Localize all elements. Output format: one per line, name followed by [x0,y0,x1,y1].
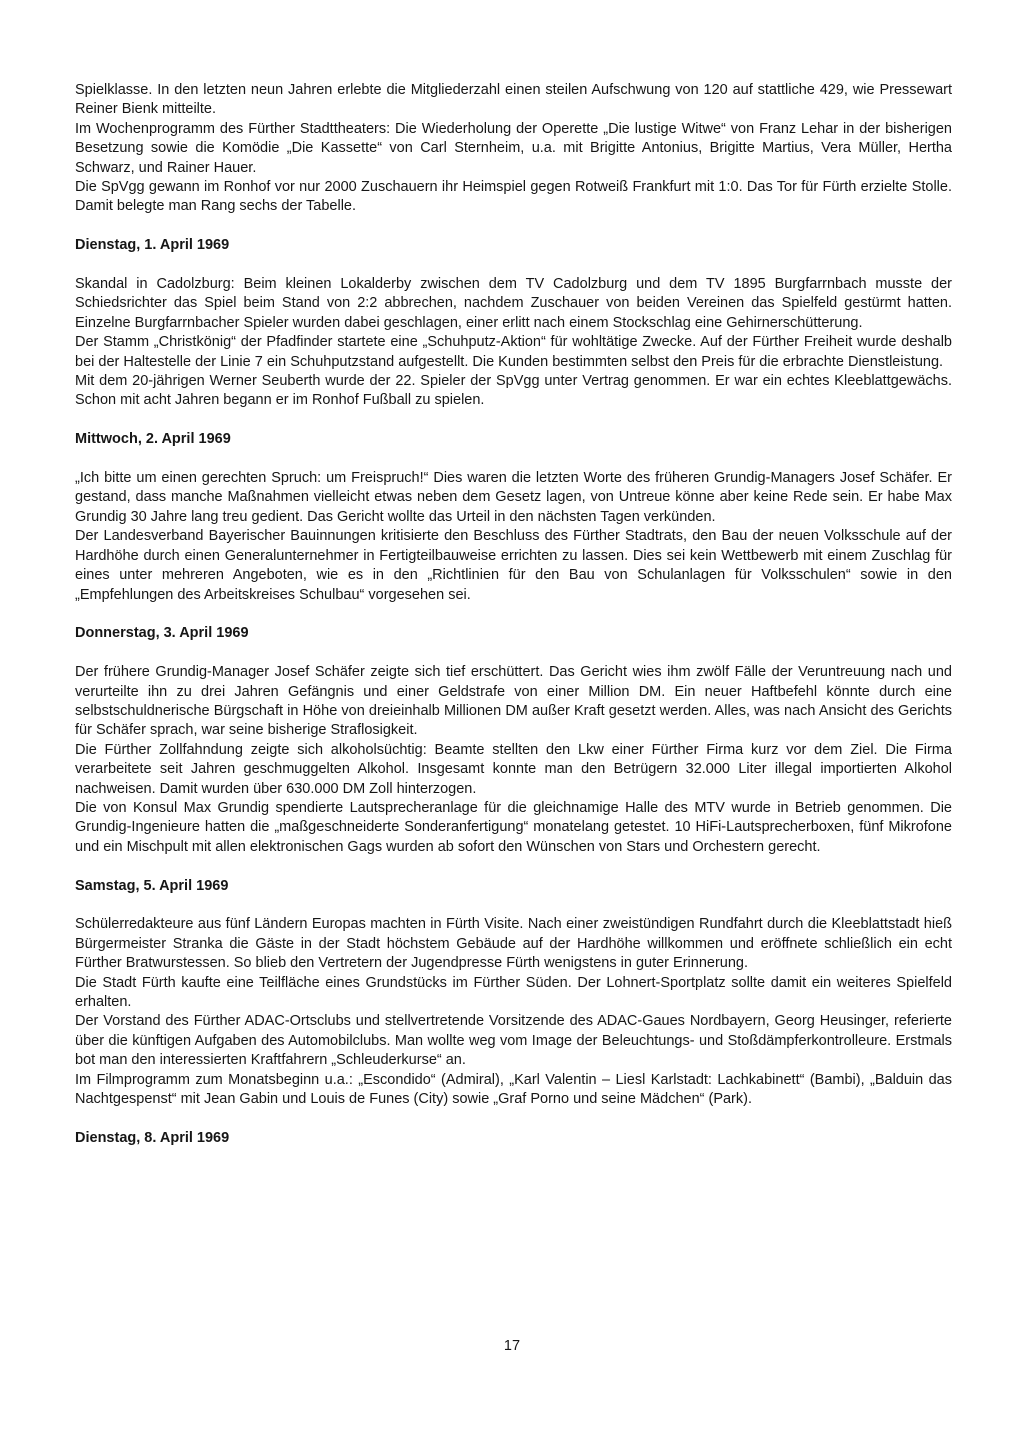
paragraph: Die SpVgg gewann im Ronhof vor nur 2000 Zuschauern ihr Heimspiel gegen Rotweiß Frankfurt mit 1:0. Das Tor für Fürth erzielte Stolle. Damit belegte man Rang sechs der Tabelle. [75,179,952,215]
document-section [75,236,952,411]
paragraph: Spielklasse. In den letzten neun Jahren erlebte die Mitgliederzahl einen steilen Aufschwung von 120 auf stattliche 429, wie Pressewart Reiner Bienk mitteilte. [75,82,952,118]
document-section [75,430,952,605]
paragraph: Schülerredakteure aus fünf Ländern Europas machten in Fürth Visite. Nach einer zweistündigen Rundfahrt durch die Kleeblattstadt hieß Bürgermeister Stranka die Gäste in der Stadt höchstem Gebäude auf der Hardhöhe willkommen und eröffnete schließlich ein echt Fürther Bratwurstessen. So blieb den Vertretern der Jugendpresse Fürth wenigstens in guter Erinnerung. [75,916,952,972]
paragraph: Im Filmprogramm zum Monatsbeginn u.a.: „Escondido“ (Admiral), „Karl Valentin – Liesl Karlstadt: Lachkabinett“ (Bambi), „Balduin das Nachtgespenst“ mit Jean Gabin und Louis de Funes (City) sowie „Graf Porno und seine Mädchen“ (Park). [75,1071,952,1107]
document-section [75,877,952,1110]
paragraph: Der frühere Grundig-Manager Josef Schäfer zeigte sich tief erschüttert. Das Gericht wies ihm zwölf Fälle der Veruntreuung nach und verurteilte ihn zu drei Jahren Gefängnis und einer Geldstrafe von einer Million DM. Ein neuer Haftbefehl könnte durch eine selbstschuldnerische Bürgschaft in Höhe von dreieinhalb Millionen DM außer Kraft gesetzt werden. Alles, was nach Ansicht des Gerichts für Schäfer sprach, war seine bisherige Straflosigkeit. [75,664,952,739]
paragraph: Der Vorstand des Fürther ADAC-Ortsclubs und stellvertretende Vorsitzende des ADAC-Gaues Nordbayern, Georg Heusinger, referierte über die künftigen Aufgaben des Automobilclubs. Man wollte weg vom Image der Beleuchtungs- und Stoßdämpferkontrolleure. Erstmals bot man den interessierten Kraftfahrern „Schleuderkurse“ an. [75,1013,952,1069]
document-section [75,624,952,857]
document-section [75,1129,952,1148]
section-heading: Samstag, 5. April 1969 [75,877,229,894]
paragraph: Die Stadt Fürth kaufte eine Teilfläche eines Grundstücks im Fürther Süden. Der Lohnert-Sportplatz sollte damit ein weiteres Spielfeld erhalten. [75,974,952,1010]
page-number: 17 [503,1338,521,1354]
document-section [75,81,952,217]
paragraph: Skandal in Cadolzburg: Beim kleinen Lokalderby zwischen dem TV Cadolzburg und dem TV 1895 Burgfarrnbach musste der Schiedsrichter das Spiel beim Stand von 2:2 abbrechen, nachdem Zuschauer von beiden Vereinen das Spielfeld gestürmt hatten. Einzelne Burgfarrnbacher Spieler wurden dabei geschlagen, einer erlitt nach einem Stockschlag eine Gehirnerschütterung. [75,276,952,331]
paragraph: Der Landesverband Bayerischer Bauinnungen kritisierte den Beschluss des Fürther Stadtrats, den Bau der neuen Volksschule auf der Hardhöhe durch einen Generalunternehmer in Fertigteilbauweise errichten zu lassen. Dies sei kein Wettbewerb mit einem Zuschlag für eines unter mehreren Angeboten, wie es in den „Richtlinien für den Bau von Schulanlagen für Volksschulen“ sowie in den „Empfehlungen des Arbeitskreises Schulbau“ vorgesehen sei. [75,528,952,603]
paragraph: Im Wochenprogramm des Fürther Stadttheaters: Die Wiederholung der Operette „Die lustige Witwe“ von Franz Lehar in der bisherigen Besetzung sowie die Komödie „Die Kassette“ von Carl Sternheim, u.a. mit Brigitte Antonius, Brigitte Martius, Vera Müller, Hertha Schwarz, und Rainer Hauer. [75,120,952,176]
paragraph: Die von Konsul Max Grundig spendierte Lautsprecheranlage für die gleichnamige Halle des MTV wurde in Betrieb genommen. Die Grundig-Ingenieure hatten die „maßgeschneiderte Sonderanfertigung“ monatelang getestet. 10 HiFi-Lautsprecherboxen, fünf Mikrofone und ein Mischpult mit allen elektronischen Gags wurden ab sofort den Wünschen von Stars und Orchestern gerecht. [75,799,952,855]
section-heading: Donnerstag, 3. April 1969 [75,625,249,642]
section-heading: Dienstag, 8. April 1969 [75,1129,230,1146]
document-body [75,81,952,1168]
paragraph: Die Fürther Zollfahndung zeigte sich alkoholsüchtig: Beamte stellten den Lkw einer Fürther Firma kurz vor dem Ziel. Die Firma verarbeitete seit Jahren geschmuggelten Alkohol. Insgesamt konnte man den Betrügern 32.000 Liter illegal importierten Alkohol nachweisen. Damit wurden über 630.000 DM Zoll hinterzogen. [75,741,952,797]
paragraph: Mit dem 20-jährigen Werner Seuberth wurde der 22. Spieler der SpVgg unter Vertrag genommen. Er war ein echtes Kleeblattgewächs. Schon mit acht Jahren begann er im Ronhof Fußball zu spielen. [75,373,952,409]
section-heading: Mittwoch, 2. April 1969 [75,431,231,448]
paragraph: Der Stamm „Christkönig“ der Pfadfinder startete eine „Schuhputz-Aktion“ für wohltätige Zwecke. Auf der Fürther Freiheit wurde deshalb bei der Haltestelle der Linie 7 ein Schuhputzstand aufgestellt. Die Kunden bestimmten selbst den Preis für die erbrachte Dienstleistung. [75,334,952,370]
paragraph: „Ich bitte um einen gerechten Spruch: um Freispruch!“ Dies waren die letzten Worte des früheren Grundig-Managers Josef Schäfer. Er gestand, dass manche Maßnahmen vielleicht etwas neben dem Gesetz lagen, von Untreue könne aber keine Rede sein. Er habe Max Grundig 30 Jahre lang treu gedient. Das Gericht wollte das Urteil in den nächsten Tagen verkünden. [75,470,952,525]
section-heading: Dienstag, 1. April 1969 [75,237,230,254]
